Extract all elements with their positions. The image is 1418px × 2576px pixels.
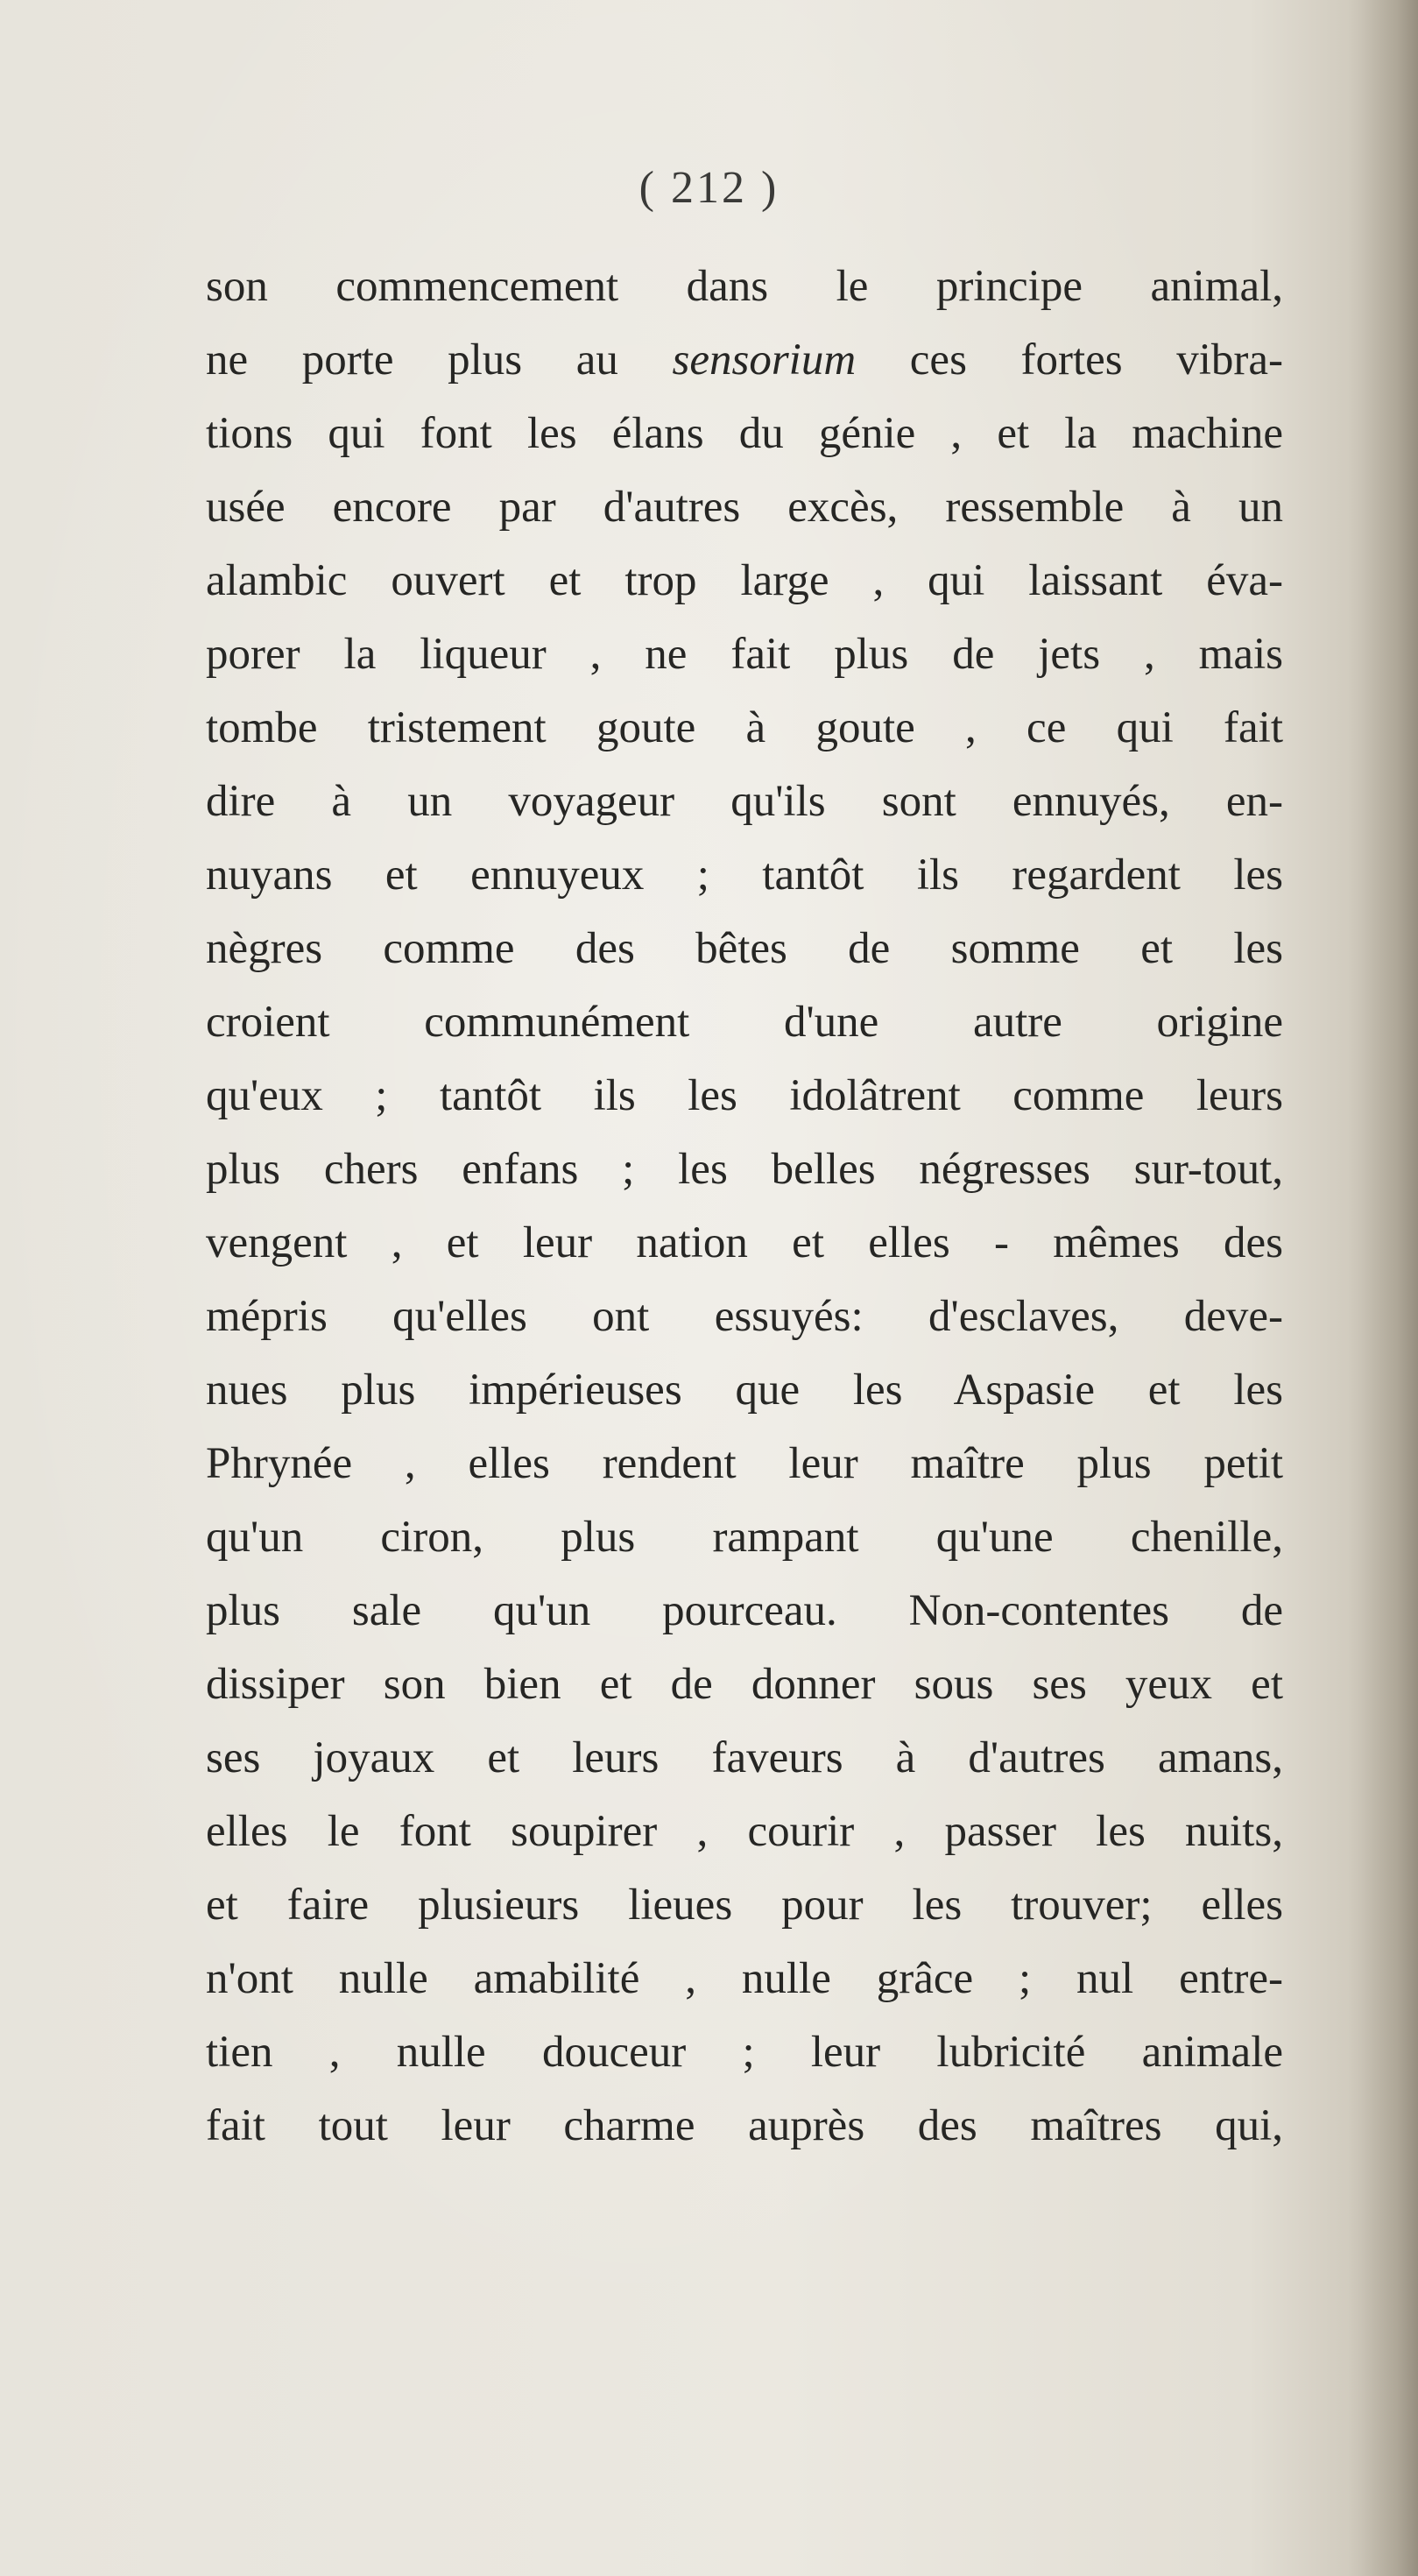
text-line: mépris qu'elles ont essuyés: d'esclaves, deve- (206, 1292, 1283, 1341)
text-line: vengent , et leur nation et elles - mêmes des (206, 1218, 1283, 1267)
text-line: alambic ouvert et trop large , qui laissant éva- (206, 556, 1283, 605)
text-line (206, 323, 1283, 397)
italic-term: sensorium (672, 335, 857, 385)
text-line: nègres comme des bêtes de somme et les (206, 924, 1283, 973)
text-line: Phrynée , elles rendent leur maître plus petit (206, 1439, 1283, 1488)
text-line: tien , nulle douceur ; leur lubricité animale (206, 2028, 1283, 2077)
text-line: plus sale qu'un pourceau. Non-contentes de (206, 1586, 1283, 1635)
text-line: dire à un voyageur qu'ils sont ennuyés, en- (206, 777, 1283, 826)
body-text (206, 250, 1283, 2163)
text-line: tions qui font les élans du génie , et la machine (206, 409, 1283, 458)
text-line: porer la liqueur , ne fait plus de jets , mais (206, 630, 1283, 679)
text-line: qu'un ciron, plus rampant qu'une chenille, (206, 1513, 1283, 1562)
page-edge-shadow (1348, 0, 1418, 2576)
text-line: elles le font soupirer , courir , passer les nuits, (206, 1807, 1283, 1856)
text-segment: ne porte plus au (206, 335, 673, 385)
text-line: nuyans et ennuyeux ; tantôt ils regardent les (206, 850, 1283, 900)
text-line: et faire plusieurs lieues pour les trouver; elles (206, 1881, 1283, 1930)
text-line: n'ont nulle amabilité , nulle grâce ; nul entre- (206, 1954, 1283, 2003)
text-line: son commencement dans le principe animal, (206, 262, 1283, 311)
text-line: nues plus impérieuses que les Aspasie et les (206, 1366, 1283, 1415)
text-line: fait tout leur charme auprès des maîtres qui, (206, 2101, 1283, 2150)
page-number: ( 212 ) (638, 163, 780, 213)
text-line: croient communément d'une autre origine (206, 998, 1283, 1047)
text-line: plus chers enfans ; les belles négresses sur-tout, (206, 1145, 1283, 1194)
text-line: tombe tristement goute à goute , ce qui fait (206, 703, 1283, 752)
text-line: dissiper son bien et de donner sous ses yeux et (206, 1660, 1283, 1709)
text-line: qu'eux ; tantôt ils les idolâtrent comme leurs (206, 1071, 1283, 1120)
text-line: ses joyaux et leurs faveurs à d'autres amans, (206, 1733, 1283, 1782)
text-line: usée encore par d'autres excès, ressemble à un (206, 483, 1283, 532)
text-segment: ces fortes vibra- (856, 335, 1284, 385)
